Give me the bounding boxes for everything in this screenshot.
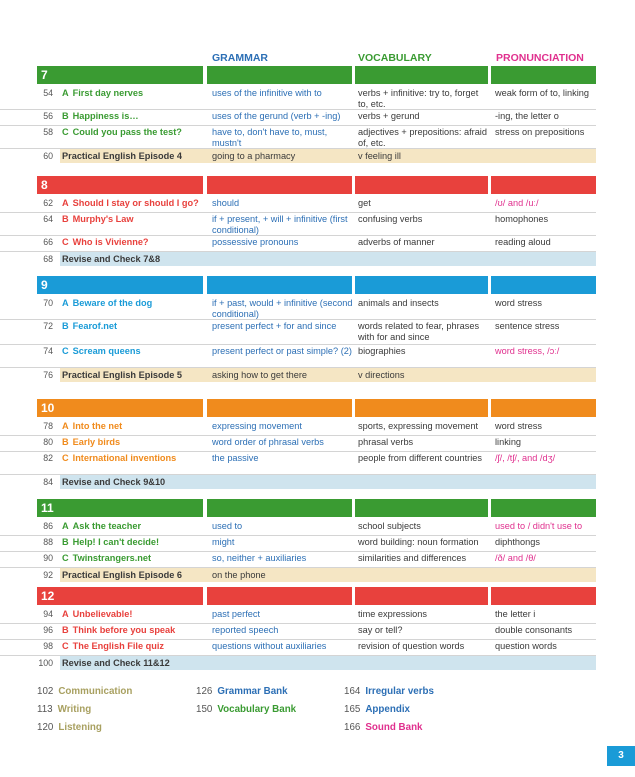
lesson-title[interactable]: B Help! I can't decide! — [62, 537, 160, 547]
unit-bar-cell — [207, 176, 352, 194]
vocabulary-cell: words related to fear, phrases with for and since — [358, 321, 480, 342]
pronunciation-cell: word stress, /ɔː/ — [495, 346, 560, 356]
page-ref: 94 — [43, 609, 53, 619]
grammar-cell: on the phone — [212, 570, 266, 580]
pronunciation-cell: stress on prepositions — [495, 127, 585, 137]
pronunciation-cell: -ing, the letter o — [495, 111, 559, 121]
footer-link[interactable]: 164 Irregular verbs — [344, 686, 434, 697]
lesson-title[interactable]: B Early birds — [62, 437, 121, 447]
lesson-title[interactable]: C Could you pass the test? — [62, 127, 182, 137]
special-lesson-row[interactable] — [0, 368, 596, 382]
page-ref: 58 — [43, 127, 53, 137]
unit-bar-cell — [355, 587, 488, 605]
unit-header-bar — [0, 587, 596, 605]
unit-number: 8 — [41, 178, 48, 192]
pronunciation-cell: homophones — [495, 214, 549, 224]
unit-bar-cell — [37, 276, 203, 294]
vocabulary-cell: word building: noun formation — [358, 537, 479, 547]
grammar-cell: present perfect + for and since — [212, 321, 337, 331]
unit-bar-cell — [491, 66, 596, 84]
pronunciation-cell: weak form of to, linking — [495, 88, 589, 98]
pronunciation-cell: question words — [495, 641, 557, 651]
vocabulary-cell: revision of question words — [358, 641, 465, 651]
unit-bar-cell — [491, 587, 596, 605]
grammar-cell: if + past, would + infinitive (second conditional) — [212, 298, 353, 319]
lesson-title[interactable]: B Murphy's Law — [62, 214, 134, 224]
unit-7 — [0, 66, 596, 163]
page-ref: 78 — [43, 421, 53, 431]
grammar-cell: going to a pharmacy — [212, 151, 296, 161]
unit-bar-cell — [37, 499, 203, 517]
unit-8 — [0, 176, 596, 266]
grammar-cell: uses of the infinitive with to — [212, 88, 322, 98]
grammar-cell: past perfect — [212, 609, 261, 619]
unit-number: 7 — [41, 68, 48, 82]
page-ref: 100 — [38, 658, 53, 668]
vocabulary-cell: adverbs of manner — [358, 237, 435, 247]
vocabulary-cell: biographies — [358, 346, 406, 356]
special-lesson-row[interactable] — [0, 252, 596, 266]
grammar-cell: word order of phrasal verbs — [212, 437, 324, 447]
lesson-row[interactable] — [0, 236, 596, 252]
lesson-row[interactable] — [0, 420, 596, 436]
footer-link[interactable]: 150 Vocabulary Bank — [196, 704, 297, 715]
vocabulary-cell: adjectives + prepositions: afraid of, etc. — [358, 127, 487, 148]
footer-col-2 — [196, 686, 296, 722]
pronunciation-cell: word stress — [495, 421, 542, 431]
lesson-title[interactable]: C International inventions — [62, 453, 177, 463]
unit-bar-cell — [207, 276, 352, 294]
unit-number: 10 — [41, 401, 55, 415]
lesson-row[interactable] — [0, 345, 596, 368]
pronunciation-cell: the letter i — [495, 609, 536, 619]
vocabulary-cell: say or tell? — [358, 625, 403, 635]
unit-header-bar — [0, 66, 596, 84]
footer-link[interactable]: 126 Grammar Bank — [196, 686, 288, 697]
page-ref: 56 — [43, 111, 53, 121]
vocabulary-cell: v directions — [358, 370, 405, 380]
grammar-header: GRAMMAR — [212, 52, 268, 64]
grammar-cell: uses of the gerund (verb + -ing) — [212, 111, 341, 121]
page-ref: 72 — [43, 321, 53, 331]
unit-bar-cell — [491, 276, 596, 294]
lesson-title[interactable]: Practical English Episode 5 — [62, 370, 182, 380]
unit-bar-cell — [207, 499, 352, 517]
page-number: 3 — [607, 746, 635, 766]
grammar-cell: present perfect or past simple? (2) — [212, 346, 352, 356]
vocabulary-cell: phrasal verbs — [358, 437, 414, 447]
lesson-row[interactable] — [0, 552, 596, 568]
lesson-title[interactable]: B Think before you speak — [62, 625, 176, 635]
unit-12 — [0, 587, 596, 670]
page-ref: 64 — [43, 214, 53, 224]
lesson-row[interactable] — [0, 87, 596, 110]
grammar-cell: reported speech — [212, 625, 279, 635]
pronunciation-cell: diphthongs — [495, 537, 540, 547]
unit-number: 9 — [41, 278, 48, 292]
unit-bar-cell — [207, 66, 352, 84]
page-ref: 62 — [43, 198, 53, 208]
unit-number: 11 — [41, 501, 54, 515]
pronunciation-cell: /ʊ/ and /uː/ — [495, 198, 539, 208]
unit-bar-cell — [355, 399, 488, 417]
page-ref: 70 — [43, 298, 53, 308]
grammar-cell: if + present, + will + infinitive (first conditional) — [212, 214, 348, 235]
page-ref: 84 — [43, 477, 53, 487]
grammar-cell: possessive pronouns — [212, 237, 299, 247]
vocabulary-cell: people from different countries — [358, 453, 482, 463]
vocabulary-header: VOCABULARY — [358, 52, 432, 64]
lesson-title[interactable]: B Happiness is… — [62, 111, 139, 121]
special-lesson-row[interactable] — [0, 568, 596, 582]
vocabulary-cell: sports, expressing movement — [358, 421, 478, 431]
grammar-cell: expressing movement — [212, 421, 302, 431]
page-ref: 68 — [43, 254, 53, 264]
lesson-row[interactable] — [0, 536, 596, 552]
unit-bar-cell — [355, 66, 488, 84]
page-ref: 82 — [43, 453, 53, 463]
lesson-row[interactable] — [0, 126, 596, 149]
pronunciation-cell: /ð/ and /θ/ — [495, 553, 536, 563]
lesson-row[interactable] — [0, 297, 596, 320]
page-ref: 76 — [43, 370, 53, 380]
footer-link[interactable]: 102 Communication — [37, 686, 133, 697]
lesson-title[interactable]: Revise and Check 11&12 — [62, 658, 170, 668]
unit-bar-cell — [491, 399, 596, 417]
unit-bar-cell — [37, 587, 203, 605]
grammar-cell: asking how to get there — [212, 370, 307, 380]
lesson-title[interactable]: Revise and Check 9&10 — [62, 477, 166, 487]
page-ref: 92 — [43, 570, 53, 580]
lesson-title[interactable]: B Fearof.net — [62, 321, 118, 331]
lesson-title[interactable]: A Into the net — [62, 421, 123, 431]
page-ref: 54 — [43, 88, 53, 98]
grammar-cell: should — [212, 198, 240, 208]
unit-11 — [0, 499, 596, 582]
lesson-row[interactable] — [0, 436, 596, 452]
lesson-row[interactable] — [0, 452, 596, 475]
vocabulary-cell: confusing verbs — [358, 214, 423, 224]
unit-9 — [0, 276, 596, 382]
special-lesson-row[interactable] — [0, 656, 596, 670]
grammar-cell: might — [212, 537, 235, 547]
pronunciation-cell: /ʃ/, /tʃ/, and /dʒ/ — [495, 453, 556, 463]
vocabulary-cell: similarities and differences — [358, 553, 467, 563]
lesson-row[interactable] — [0, 197, 596, 213]
lesson-title[interactable]: C Twinstrangers.net — [62, 553, 152, 563]
footer-link[interactable]: 166 Sound Bank — [344, 722, 423, 733]
unit-header-bar — [0, 399, 596, 417]
vocabulary-cell: animals and insects — [358, 298, 439, 308]
footer-col-3 — [344, 686, 434, 740]
lesson-title[interactable]: C The English File quiz — [62, 641, 165, 651]
page-ref: 90 — [43, 553, 53, 563]
unit-bar-cell — [37, 399, 203, 417]
lesson-title[interactable]: A Ask the teacher — [62, 521, 142, 531]
unit-bar-cell — [207, 399, 352, 417]
pronunciation-header: PRONUNCIATION — [496, 52, 584, 64]
grammar-cell: so, neither + auxiliaries — [212, 553, 307, 563]
unit-bar-cell — [491, 499, 596, 517]
page-ref: 98 — [43, 641, 53, 651]
vocabulary-cell: v feeling ill — [358, 151, 401, 161]
page-ref: 74 — [43, 346, 53, 356]
page-ref: 66 — [43, 237, 53, 247]
pronunciation-cell: reading aloud — [495, 237, 551, 247]
footer-col-1 — [37, 686, 132, 740]
lesson-row[interactable] — [0, 520, 596, 536]
lesson-row[interactable] — [0, 624, 596, 640]
footer-link[interactable]: 113 Writing — [37, 704, 92, 715]
lesson-title[interactable]: A First day nerves — [62, 88, 144, 98]
lesson-row[interactable] — [0, 110, 596, 126]
unit-bar-cell — [491, 176, 596, 194]
unit-header-bar — [0, 176, 596, 194]
unit-header-bar — [0, 276, 596, 294]
pronunciation-cell: word stress — [495, 298, 542, 308]
pronunciation-cell: double consonants — [495, 625, 573, 635]
grammar-cell: questions without auxiliaries — [212, 641, 327, 651]
vocabulary-cell: school subjects — [358, 521, 421, 531]
vocabulary-cell: get — [358, 198, 371, 208]
unit-10 — [0, 399, 596, 489]
page-ref: 86 — [43, 521, 53, 531]
grammar-cell: the passive — [212, 453, 259, 463]
lesson-title[interactable]: A Should I stay or should I go? — [62, 198, 199, 208]
lesson-row[interactable] — [0, 608, 596, 624]
unit-bar-cell — [355, 176, 488, 194]
lesson-row[interactable] — [0, 213, 596, 236]
unit-bar-cell — [37, 176, 203, 194]
vocabulary-cell: time expressions — [358, 609, 427, 619]
page-ref: 60 — [43, 151, 53, 161]
unit-bar-cell — [355, 276, 488, 294]
page-ref: 88 — [43, 537, 53, 547]
lesson-title[interactable]: Practical English Episode 4 — [62, 151, 182, 161]
lesson-title[interactable]: A Unbelievable! — [62, 609, 133, 619]
page-ref: 80 — [43, 437, 53, 447]
unit-bar-cell — [37, 66, 203, 84]
unit-header-bar — [0, 499, 596, 517]
unit-bar-cell — [355, 499, 488, 517]
unit-bar-cell — [207, 587, 352, 605]
special-lesson-row[interactable] — [0, 149, 596, 163]
pronunciation-cell: sentence stress — [495, 321, 560, 331]
special-lesson-row[interactable] — [0, 475, 596, 489]
page-ref: 96 — [43, 625, 53, 635]
lesson-title[interactable]: Revise and Check 7&8 — [62, 254, 161, 264]
footer-link[interactable]: 165 Appendix — [344, 704, 410, 715]
footer-link[interactable]: 120 Listening — [37, 722, 102, 733]
lesson-row[interactable] — [0, 640, 596, 656]
pronunciation-cell: linking — [495, 437, 522, 447]
lesson-title[interactable]: C Who is Vivienne? — [62, 237, 149, 247]
lesson-title[interactable]: Practical English Episode 6 — [62, 570, 182, 580]
unit-number: 12 — [41, 589, 55, 603]
lesson-title[interactable]: A Beware of the dog — [62, 298, 153, 308]
grammar-cell: used to — [212, 521, 243, 531]
grammar-cell: have to, don't have to, must, mustn't — [212, 127, 328, 148]
vocabulary-cell: verbs + infinitive: try to, forget to, etc. — [358, 88, 479, 109]
pronunciation-cell: used to / didn't use to — [495, 521, 583, 531]
lesson-row[interactable] — [0, 320, 596, 345]
lesson-title[interactable]: C Scream queens — [62, 346, 141, 356]
vocabulary-cell: verbs + gerund — [358, 111, 420, 121]
